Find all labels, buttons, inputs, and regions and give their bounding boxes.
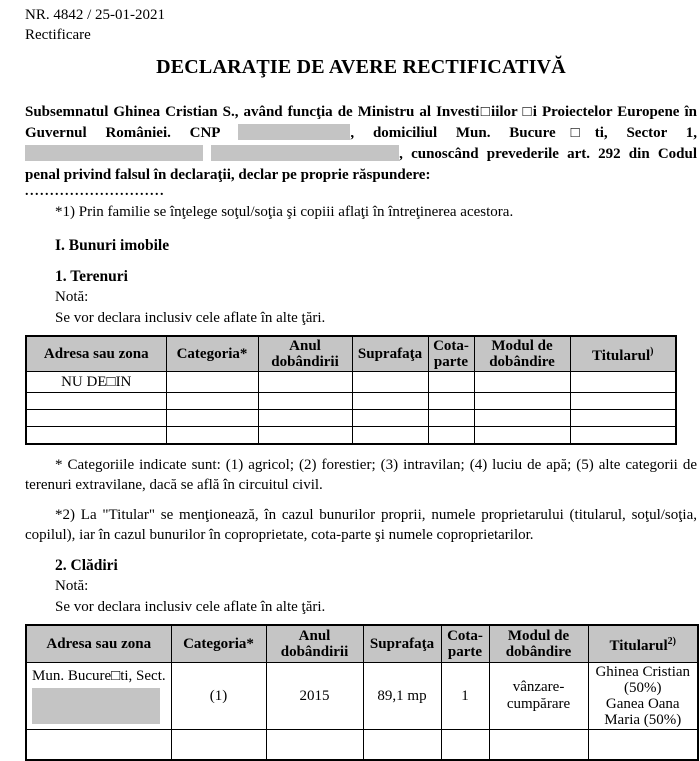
rectificare-label: Rectificare [25,27,91,43]
cell-cota: 1 [441,663,489,730]
empty-cell [166,372,258,393]
declaration-paragraph [25,102,697,186]
intro-text-2: , domiciliul Mun. Bucure□ti, Sector 1, [350,125,698,141]
cladiri-table [25,624,699,761]
titular-line: Ghinea Cristian [595,664,691,680]
empty-cell [489,730,588,760]
family-definition-note: *1) Prin familie se înţelege soţul/soţia şi copiii aflaţi în întreţinerea acestora. [55,204,514,220]
cladiri-table-header-row [26,625,698,663]
col-header-titular-text: Titularul [609,637,668,654]
document-number: NR. 4842 / 25-01-2021 [25,7,165,23]
col-header-categoria: Categoria* [171,625,266,663]
empty-cell [258,372,352,393]
col-header-anul: Anul dobândirii [258,336,352,372]
empty-cell [26,730,171,760]
col-header-titular-sup: 2) [667,635,676,647]
col-header-cota: Cota-parte [441,625,489,663]
empty-cell [570,427,676,444]
empty-cell [352,372,428,393]
footnote-titular: *2) La "Titular" se menţionează, în cazul bunurilor proprii, numele proprietarului (titularul, soţul/soţia, copilul), iar în cazul bunurilor în coproprietate, cota-parte şi numele coproprietarilor. [25,506,697,543]
empty-cell [428,372,474,393]
empty-cell [171,730,266,760]
cladiri-note-text: Se vor declara inclusiv cele aflate în alte ţări. [55,598,326,615]
empty-cell [570,372,676,393]
col-header-anul: Anul dobândirii [266,625,363,663]
redaction-box-address-row [32,688,160,724]
empty-cell [428,410,474,427]
empty-cell [258,427,352,444]
col-header-mod: Modul de dobândire [489,625,588,663]
empty-cell [352,410,428,427]
terenuri-note-text: Se vor declara inclusiv cele aflate în alte ţări. [55,310,326,326]
empty-cell [588,730,698,760]
cell-nu-detin: NU DE□IN [26,372,166,393]
terenuri-table [25,335,677,445]
titular-line: Ganea Oana [605,696,680,712]
subsection-heading-terenuri: 1. Terenuri [55,268,128,285]
titular-line: (50%) [624,680,662,696]
table-row [26,393,676,410]
col-header-titular [570,336,676,372]
empty-cell [166,427,258,444]
empty-cell [474,372,570,393]
empty-cell [570,393,676,410]
empty-cell [474,410,570,427]
intro-text-1: Subsemnatul Ghinea Cristian S., având funcţia de Ministru al Investi□iilor □i Proiectelor Europene în Guvernul României. CNP [25,104,697,141]
cladiri-note-label: Notă: [55,577,89,594]
col-header-adresa: Adresa sau zona [26,336,166,372]
empty-cell [474,427,570,444]
empty-cell [258,410,352,427]
table-row [26,372,676,393]
col-header-titular-text: Titularul [592,348,651,364]
table-row [26,663,698,730]
col-header-suprafata: Suprafaţa [363,625,441,663]
footnote-categories: * Categoriile indicate sunt: (1) agricol; (2) forestier; (3) intravilan; (4) luciu de apă; (5) alte categorii de terenuri extravilane, dacă se află în circuitul civil. [25,456,697,493]
cell-categoria: (1) [171,663,266,730]
table-row [26,427,676,444]
terenuri-table-header-row [26,336,676,372]
empty-cell [266,730,363,760]
empty-cell [26,410,166,427]
empty-cell [352,393,428,410]
terenuri-note-label: Notă: [55,289,89,305]
subsection-heading-cladiri: 2. Clădiri [55,556,118,574]
empty-cell [166,410,258,427]
intro-text-3: , cunoscând prevederile art. 292 din Codul penal privind falsul în declaraţii, declar pe proprie răspundere: [25,146,697,183]
cell-mod: vânzare-cumpărare [489,663,588,730]
empty-cell [428,427,474,444]
col-header-adresa: Adresa sau zona [26,625,171,663]
empty-cell [474,393,570,410]
empty-cell [352,427,428,444]
empty-cell [166,393,258,410]
empty-cell [570,410,676,427]
empty-cell [441,730,489,760]
col-header-cota: Cota-parte [428,336,474,372]
table-row [26,730,698,760]
col-header-suprafata: Suprafaţa [352,336,428,372]
cell-adresa-text: Mun. Bucure□ti, Sect. [32,668,166,684]
cell-titular [588,663,698,730]
section-heading-bunuri-imobile: I. Bunuri imobile [55,237,170,254]
document-title: DECLARAŢIE DE AVERE RECTIFICATIVĂ [156,56,566,78]
table-row [26,410,676,427]
empty-cell [26,427,166,444]
empty-cell [428,393,474,410]
empty-cell [258,393,352,410]
col-header-categoria: Categoria* [166,336,258,372]
cell-suprafata: 89,1 mp [363,663,441,730]
empty-cell [26,393,166,410]
col-header-mod: Modul de dobândire [474,336,570,372]
titular-line: Maria (50%) [604,712,682,728]
cell-adresa [26,663,171,730]
cell-anul: 2015 [266,663,363,730]
redaction-box-address-1 [25,145,203,161]
redaction-box-cnp [238,124,350,140]
dotted-separator: ............................ [25,184,165,199]
redaction-box-address-2 [211,145,399,161]
empty-cell [363,730,441,760]
col-header-titular-sup: ) [650,346,654,357]
col-header-titular [588,625,698,663]
